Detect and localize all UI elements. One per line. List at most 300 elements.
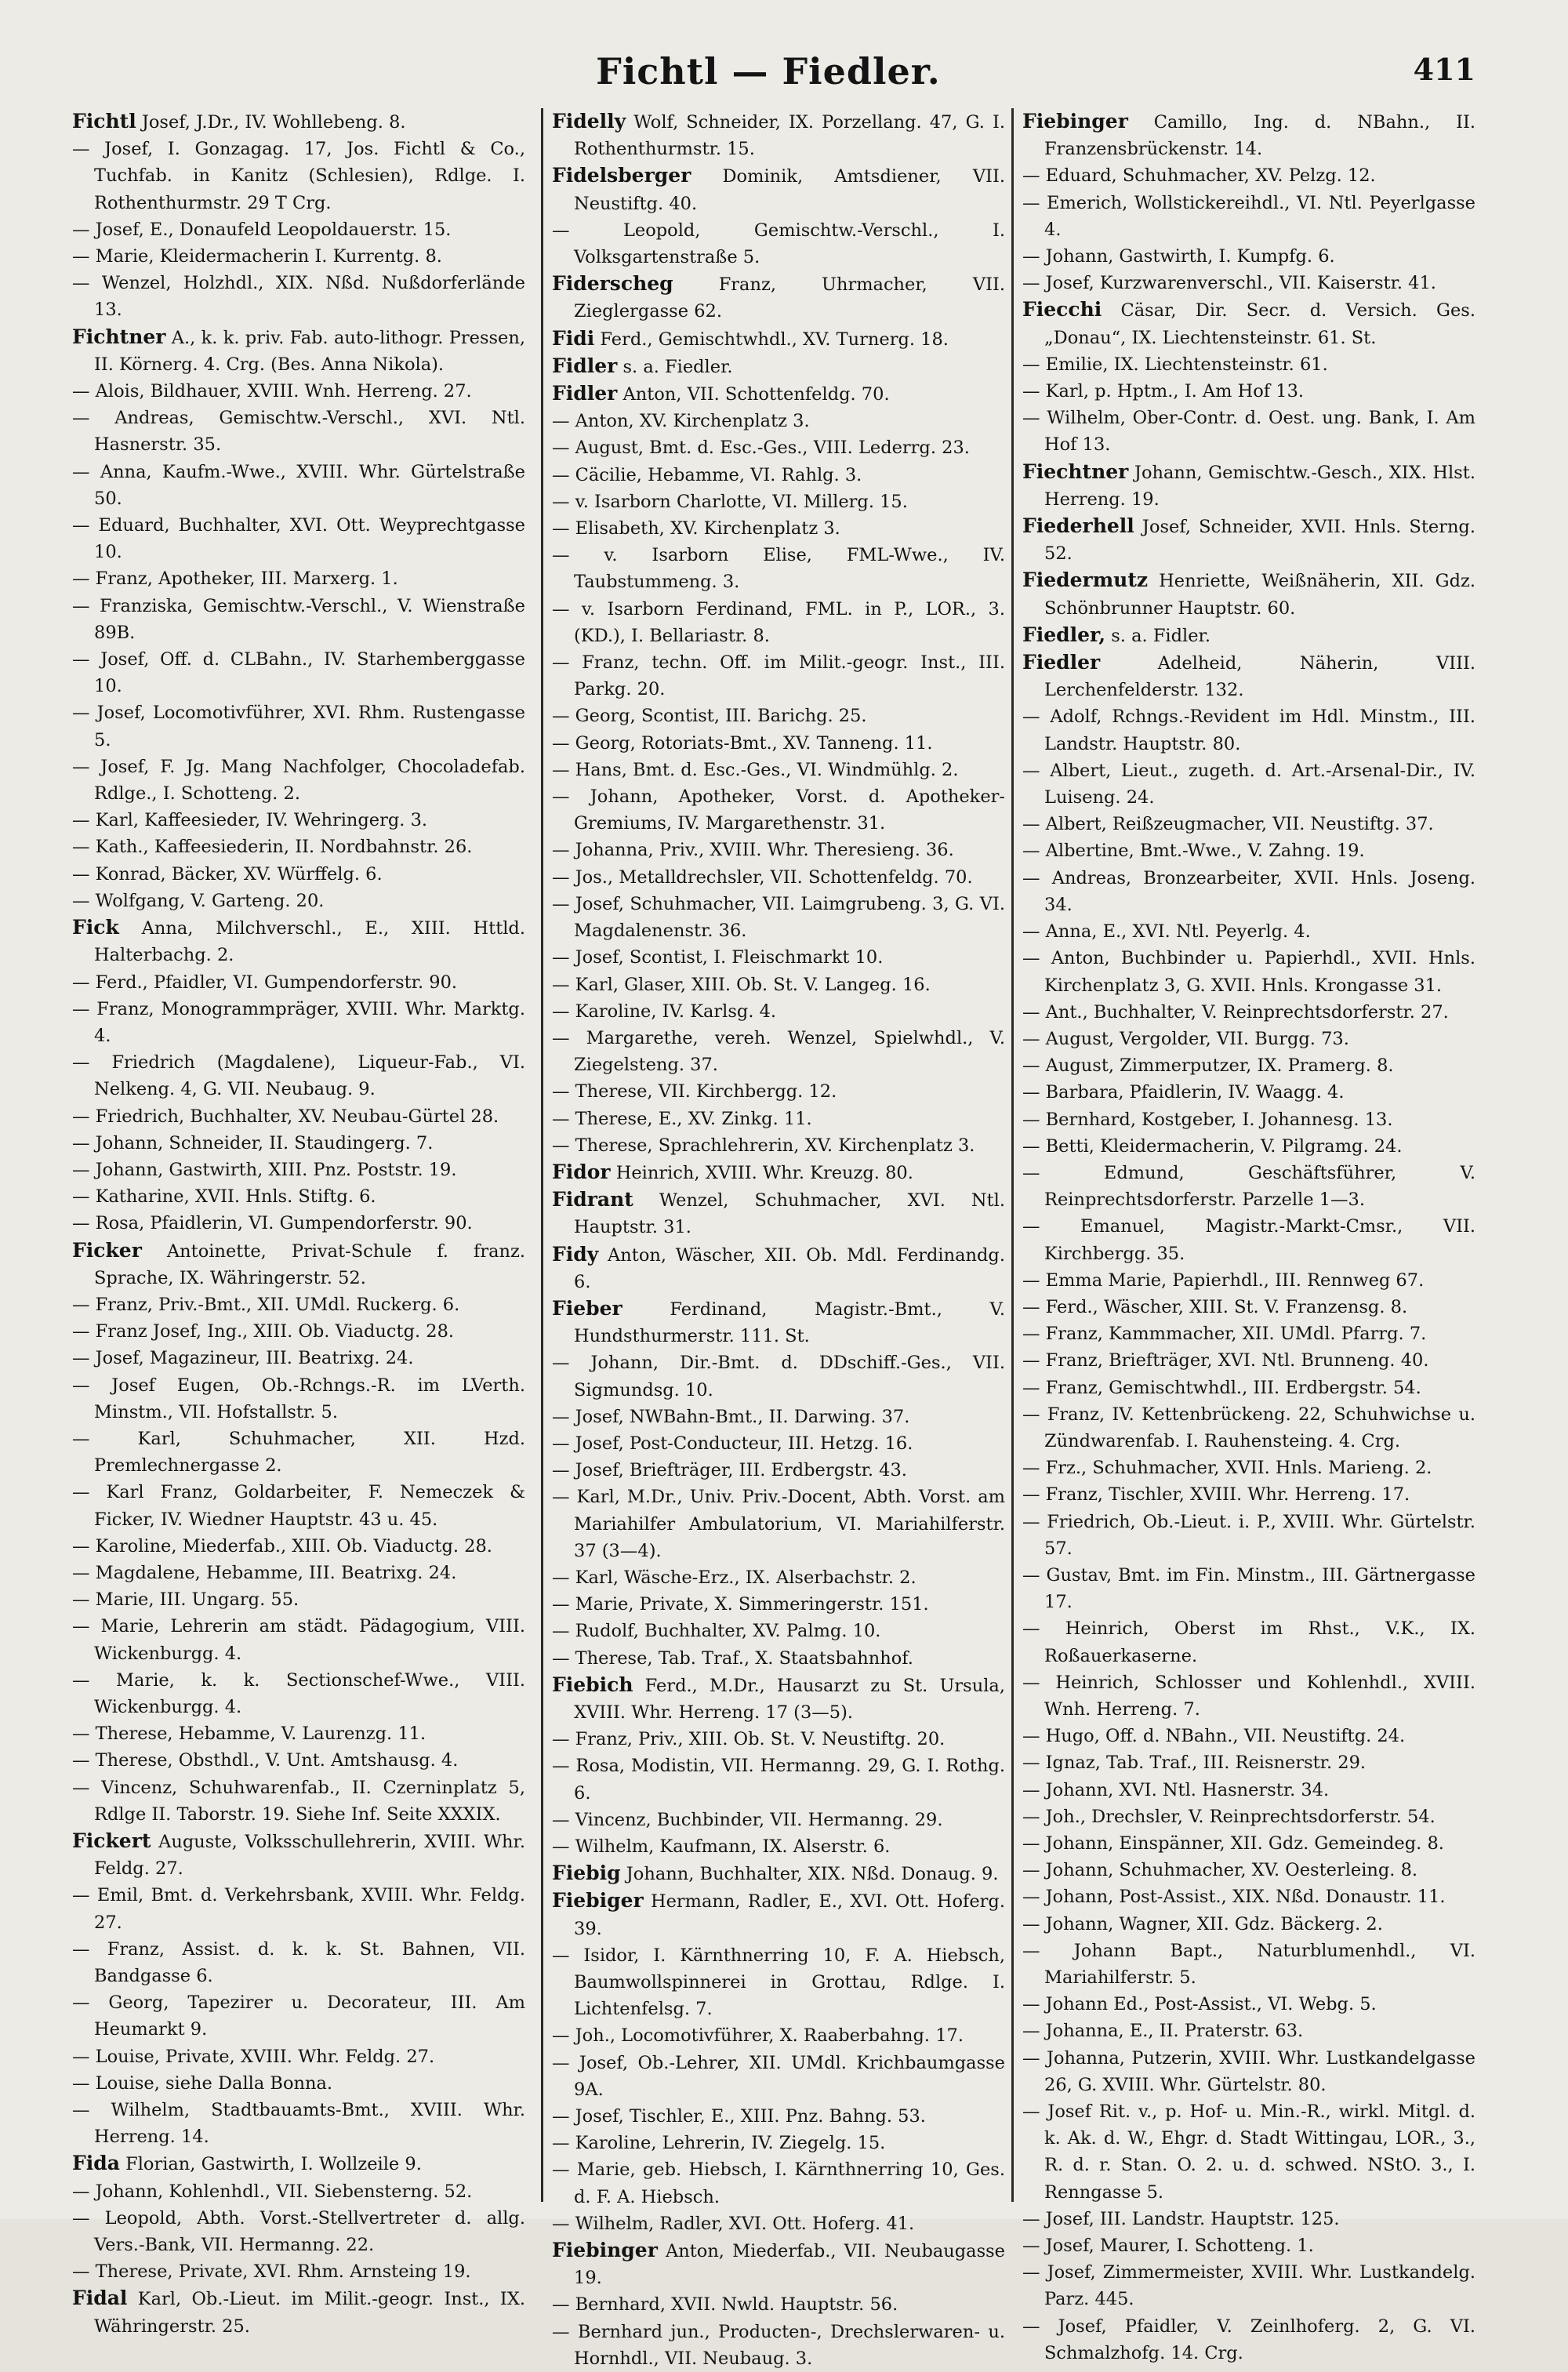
entry-text: — Leopold, Gemischtw.-Verschl., I. Volksgartenstraße 5.: [552, 220, 1005, 268]
entry-text: — Ignaz, Tab. Traf., III. Reisnerstr. 29.: [1022, 1753, 1367, 1774]
entry-text: — Wilhelm, Ober-Contr. d. Oest. ung. Bank, I. Am Hof 13.: [1022, 408, 1475, 456]
directory-entry: [72, 243, 525, 270]
entry-text: — Josef, Zimmermeister, XVIII. Whr. Lustkandelg. Parz. 445.: [1022, 2262, 1475, 2310]
surname-heading: Fiebiger: [552, 1889, 644, 1912]
entry-text: — Wilhelm, Radler, XVI. Ott. Hoferg. 41.: [552, 2213, 915, 2234]
directory-entry: [72, 2150, 525, 2178]
entry-text: — Johann Ed., Post-Assist., VI. Webg. 5.: [1022, 1994, 1377, 2015]
entry-text: — Josef, Locomotivführer, XVI. Rhm. Rustengasse 5.: [72, 703, 525, 750]
entry-text: — Josef, NWBahn-Bmt., II. Darwing. 37.: [552, 1406, 910, 1427]
directory-entry: [552, 1860, 1005, 1887]
directory-entry: [72, 1586, 525, 1613]
directory-entry: [1022, 1857, 1475, 1883]
directory-entry: [72, 1720, 525, 1747]
directory-entry: [552, 2050, 1005, 2103]
entry-text: — Franz, Priv.-Bmt., XII. UMdl. Ruckerg. 6.: [72, 1294, 460, 1315]
entry-text: — Louise, Private, XVIII. Whr. Feldg. 27.: [72, 2046, 435, 2067]
surname-heading: Fichtner: [72, 325, 166, 348]
entry-text: — Rosa, Pfaidlerin, VI. Gumpendorferstr. 90.: [72, 1213, 473, 1234]
directory-entry: [72, 136, 525, 216]
directory-entry: [552, 1106, 1005, 1132]
entry-text: Josef, J.Dr., IV. Wohllebeng. 8.: [136, 112, 406, 133]
directory-entry: [72, 1210, 525, 1237]
column-left: [72, 108, 525, 2337]
directory-entry: [1022, 270, 1475, 296]
entry-text: — Ferd., Pfaidler, VI. Gumpendorferstr. 90.: [72, 972, 458, 993]
entry-text: — Albert, Reißzeugmacher, VII. Neustiftg. 37.: [1022, 814, 1434, 835]
entry-text: — Johann, Schneider, II. Staudingerg. 7.: [72, 1132, 434, 1153]
directory-entry: [552, 380, 1005, 408]
entry-text: — Therese, Hebamme, V. Laurenzg. 11.: [72, 1724, 426, 1745]
entry-text: — Josef, F. Jg. Mang Nachfolger, Chocoladefab. Rdlge., I. Schotteng. 2.: [72, 756, 525, 805]
surname-heading: Fiederhell: [1022, 514, 1134, 538]
entry-text: — Emil, Bmt. d. Verkehrsbank, XVIII. Whr. Feldg. 27.: [72, 1885, 525, 1933]
entry-text: — Karl, Glaser, XIII. Ob. St. V. Langeg. 16.: [552, 974, 931, 995]
directory-entry: [552, 757, 1005, 783]
surname-heading: Fiebig: [552, 1862, 621, 1885]
entry-text: — Rosa, Modistin, VII. Hermanng. 29, G. I. Rothg. 6.: [552, 1756, 1005, 1804]
entry-text: — Franz, Priv., XIII. Ob. St. V. Neustiftg. 20.: [552, 1729, 946, 1750]
directory-entry: [552, 596, 1005, 649]
entry-text: — Johanna, Priv., XVIII. Whr. Theresieng. 36.: [552, 840, 954, 861]
entry-text: — v. Isarborn Elise, FML-Wwe., IV. Taubstummeng. 3.: [552, 545, 1005, 593]
directory-entry: [1022, 1777, 1475, 1804]
entry-text: — Katharine, XVII. Hnls. Stiftg. 6.: [72, 1186, 376, 1208]
directory-entry: [552, 2319, 1005, 2372]
directory-entry: [552, 1726, 1005, 1753]
surname-heading: Fiedler,: [1022, 623, 1106, 646]
entry-text: — Marie, geb. Hiebsch, I. Kärnthnerring 10, Ges. d. F. A. Hiebsch.: [552, 2160, 1005, 2207]
surname-heading: Fiecchi: [1022, 298, 1102, 321]
entry-text: — Josef, Scontist, I. Fleischmarkt 10.: [552, 947, 884, 968]
entry-text: Ferdinand, Magistr.-Bmt., V. Hundsthurmerstr. 111. St.: [574, 1299, 1005, 1347]
entry-text: — Johann, Gastwirth, I. Kumpfg. 6.: [1022, 246, 1335, 267]
entry-text: — Franz, Kammmacher, XII. UMdl. Pfarrg. 7.: [1022, 1324, 1427, 1345]
directory-entry: [72, 216, 525, 243]
page-header: [0, 49, 1568, 104]
entry-text: — Karoline, Lehrerin, IV. Ziegelg. 15.: [552, 2133, 886, 2154]
entry-text: Anton, Miederfab., VII. Neubaugasse 19.: [574, 2241, 1005, 2289]
directory-entry: [72, 754, 525, 807]
entry-text: — Georg, Rotoriats-Bmt., XV. Tanneng. 11.: [552, 732, 933, 754]
directory-entry: [72, 834, 525, 860]
surname-heading: Fick: [72, 916, 119, 939]
surname-heading: Fidi: [552, 326, 595, 350]
entry-text: — Josef, Briefträger, III. Erdbergstr. 43.: [552, 1460, 907, 1481]
directory-entry: [1022, 1991, 1475, 2018]
surname-heading: Fidy: [552, 1242, 599, 1266]
directory-entry: [1022, 2206, 1475, 2232]
directory-entry: [552, 1887, 1005, 1942]
entry-text: — Frz., Schuhmacher, XVII. Hnls. Marieng. 2.: [1022, 1458, 1432, 1479]
directory-entry: [552, 108, 1005, 162]
directory-entry: [1022, 1830, 1475, 1857]
entry-text: — Karl, M.Dr., Univ. Priv.-Docent, Abth. Vorst. am Mariahilfer Ambulatorium, VI. Mariahilferstr. 37 (3—4).: [552, 1487, 1005, 1561]
directory-entry: [72, 646, 525, 699]
directory-entry: [552, 2156, 1005, 2210]
directory-entry: [72, 565, 525, 592]
directory-entry: [72, 1560, 525, 1586]
directory-entry: [72, 378, 525, 405]
entry-text: — Anton, XV. Kirchenplatz 3.: [552, 411, 810, 432]
directory-entry: [1022, 2045, 1475, 2098]
entry-text: — Johann, XVI. Ntl. Hasnerstr. 34.: [1022, 1779, 1330, 1800]
directory-entry: [72, 1936, 525, 1989]
entry-text: — Gustav, Bmt. im Fin. Minstm., III. Gärtnergasse 17.: [1022, 1564, 1475, 1613]
directory-entry: [72, 699, 525, 753]
entry-text: — Anna, E., XVI. Ntl. Peyerlg. 4.: [1022, 921, 1311, 943]
surname-heading: Fida: [72, 2152, 120, 2175]
entry-text: — Eduard, Schuhmacher, XV. Pelzg. 12.: [1022, 165, 1376, 187]
directory-entry: [72, 1426, 525, 1479]
entry-text: — Margarethe, vereh. Wenzel, Spielwhdl., V. Ziegelsteng. 37.: [552, 1027, 1005, 1076]
entry-text: — Johann, Einspänner, XII. Gdz. Gemeindeg. 8.: [1022, 1833, 1444, 1854]
entry-text: — August, Bmt. d. Esc.-Ges., VIII. Lederrg. 23.: [552, 438, 970, 459]
entry-text: — Anna, Kaufm.-Wwe., XVIII. Whr. Gürtelstraße 50.: [72, 461, 525, 509]
entry-text: — Marie, III. Ungarg. 55.: [72, 1589, 299, 1611]
directory-entry: [72, 888, 525, 914]
entry-text: — Therese, Tab. Traf., X. Staatsbahnhof.: [552, 1647, 913, 1669]
entry-text: — Heinrich, Oberst im Rhst., V.K., IX. Roßauerkaserne.: [1022, 1618, 1475, 1666]
directory-entry: [1022, 837, 1475, 864]
entry-text: — Friedrich, Ob.-Lieut. i. P., XVIII. Whr. Gürtelstr. 57.: [1022, 1511, 1475, 1559]
entry-text: — Ferd., Wäscher, XIII. St. V. Franzensg. 8.: [1022, 1296, 1408, 1317]
entry-text: — Hans, Bmt. d. Esc.-Ges., VI. Windmühlg. 2.: [552, 759, 959, 780]
surname-heading: Fidler: [552, 382, 618, 405]
directory-entry: [552, 1807, 1005, 1833]
directory-entry: [72, 807, 525, 834]
entry-text: — Bernhard jun., Producten-, Drechslerwaren- u. Hornhdl., VII. Neubaug. 3.: [552, 2321, 1005, 2369]
directory-entry: [552, 864, 1005, 891]
entry-text: Antoinette, Privat-Schule f. franz. Sprache, IX. Währingerstr. 52.: [94, 1240, 525, 1288]
entry-text: — Johann, Post-Assist., XIX. Nßd. Donaustr. 11.: [1022, 1887, 1446, 1908]
entry-text: — Rudolf, Buchhalter, XV. Palmg. 10.: [552, 1621, 881, 1642]
entry-text: — Franz, techn. Off. im Milit.-geogr. Inst., III. Parkg. 20.: [552, 652, 1005, 700]
directory-entry: [1022, 405, 1475, 458]
directory-entry: [552, 2130, 1005, 2156]
directory-entry: [72, 1989, 525, 2043]
directory-entry: [552, 1025, 1005, 1078]
entry-text: — Josef Rit. v., p. Hof- u. Min.-R., wirkl. Mitgl. d. k. Ak. d. W., Ehgr. d. Stadt Wittingau, LOR., 3., R. d. r. Stan. O. 2. u. d. schwed. NStO. 3., I. Renngasse 5.: [1022, 2101, 1475, 2203]
entry-text: — Karl, Schuhmacher, XII. Hzd. Premlechnergasse 2.: [72, 1428, 525, 1477]
entry-text: — v. Isarborn Charlotte, VI. Millerg. 15.: [552, 491, 908, 512]
directory-entry: [72, 1157, 525, 1183]
entry-text: — Barbara, Pfaidlerin, IV. Waagg. 4.: [1022, 1082, 1345, 1103]
directory-entry: [1022, 108, 1475, 162]
entry-text: Anna, Milchverschl., E., XIII. Httld. Halterbachg. 2.: [94, 918, 525, 966]
entry-text: — Ant., Buchhalter, V. Reinprechtsdorferstr. 27.: [1022, 1001, 1449, 1023]
entry-text: — Franz, Apotheker, III. Marxerg. 1.: [72, 568, 398, 590]
directory-entry: [552, 408, 1005, 434]
entry-text: — Therese, Obsthdl., V. Unt. Amtshausg. 4.: [72, 1750, 459, 1771]
directory-entry: [1022, 378, 1475, 405]
directory-entry: [552, 271, 1005, 325]
entry-text: — Franz, Monogrammpräger, XVIII. Whr. Marktg. 4.: [72, 998, 525, 1046]
entry-text: — Hugo, Off. d. NBahn., VII. Neustiftg. 24.: [1022, 1726, 1406, 1747]
entry-text: Hermann, Radler, E., XVI. Ott. Hoferg. 39.: [574, 1891, 1005, 1939]
directory-entry: [1022, 1509, 1475, 1562]
directory-entry: [552, 489, 1005, 515]
entry-text: — Johann Bapt., Naturblumenhdl., VI. Mariahilferstr. 5.: [1022, 1940, 1475, 1989]
entry-text: — Johann, Kohlenhdl., VII. Siebensterng. 52.: [72, 2181, 473, 2202]
directory-entry: [552, 2210, 1005, 2237]
entry-text: — Marie, k. k. Sectionschef-Wwe., VIII. Wickenburgg. 4.: [72, 1669, 525, 1717]
directory-entry: [552, 1564, 1005, 1591]
entry-text: — Josef, I. Gonzagag. 17, Jos. Fichtl & Co., Tuchfab. in Kanitz (Schlesien), Rdlge. I. Rothenthurmstr. 29 T Crg.: [72, 139, 525, 213]
entry-text: — Anton, Buchbinder u. Papierhdl., XVII. Hnls. Kirchenplatz 3, G. XVII. Hnls. Krongasse 31.: [1022, 948, 1475, 996]
directory-entry: [1022, 162, 1475, 189]
directory-entry: [72, 1828, 525, 1882]
entry-text: Dominik, Amtsdiener, VII. Neustiftg. 40.: [574, 166, 1005, 214]
directory-entry: [1022, 2232, 1475, 2259]
directory-entry: [1022, 351, 1475, 378]
directory-entry: [72, 2258, 525, 2285]
directory-entry: [552, 1404, 1005, 1430]
directory-entry: [1022, 1669, 1475, 1723]
surname-heading: Fiedermutz: [1022, 568, 1149, 592]
directory-entry: [1022, 1749, 1475, 1776]
entry-text: — Elisabeth, XV. Kirchenplatz 3.: [552, 518, 840, 539]
entry-text: — Therese, Private, XVI. Rhm. Arnsteing 19.: [72, 2261, 471, 2283]
surname-heading: Fidrant: [552, 1188, 633, 1211]
directory-entry: [1022, 1883, 1475, 1910]
directory-entry: [1022, 999, 1475, 1026]
entry-text: — Marie, Private, X. Simmeringerstr. 151.: [552, 1594, 929, 1615]
directory-entry: [1022, 1615, 1475, 1669]
entry-text: — Friedrich, Buchhalter, XV. Neubau-Gürtel 28.: [72, 1106, 499, 1127]
directory-entry: [1022, 1106, 1475, 1133]
entry-text: — Vincenz, Schuhwarenfab., II. Czerninplatz 5, Rdlge II. Taborstr. 19. Siehe Inf. Seite XXXIX.: [72, 1777, 525, 1825]
directory-entry: [552, 1672, 1005, 1726]
entry-text: Johann, Buchhalter, XIX. Nßd. Donaug. 9.: [620, 1864, 999, 1885]
entry-text: — Johann, Dir.-Bmt. d. DDschiff.-Ges., VII. Sigmundsg. 10.: [552, 1353, 1005, 1400]
directory-entry: [1022, 1804, 1475, 1830]
entry-text: — Josef, Tischler, E., XIII. Pnz. Bahng. 53.: [552, 2106, 926, 2127]
directory-entry: [1022, 1938, 1475, 1991]
directory-entry: [1022, 811, 1475, 837]
entry-text: — Cäcilie, Hebamme, VI. Rahlg. 3.: [552, 464, 862, 485]
directory-entry: [552, 730, 1005, 757]
directory-entry: [1022, 243, 1475, 270]
directory-entry: [72, 405, 525, 458]
directory-entry: [72, 861, 525, 888]
surname-heading: Ficker: [72, 1238, 142, 1262]
directory-entry: [1022, 296, 1475, 351]
entry-text: — Kath., Kaffeesiederin, II. Nordbahnstr. 26.: [72, 837, 473, 858]
directory-entry: [72, 1667, 525, 1720]
entry-text: — Edmund, Geschäftsführer, V. Reinprechtsdorferstr. Parzelle 1—3.: [1022, 1162, 1475, 1211]
directory-entry: [552, 1942, 1005, 2023]
entry-text: Josef, Schneider, XVII. Hnls. Sterng. 52.: [1044, 517, 1475, 565]
directory-entry: [552, 944, 1005, 971]
entry-text: — Isidor, I. Kärnthnerring 10, F. A. Hiebsch, Baumwollspinnerei in Grottau, Rdlge. I. Lichtenfelsg. 7.: [552, 1945, 1005, 2020]
entry-text: Ferd., M.Dr., Hausarzt zu St. Ursula, XVIII. Whr. Herreng. 17 (3—5).: [574, 1675, 1005, 1723]
entry-text: — Johann, Schuhmacher, XV. Oesterleing. 8.: [1022, 1860, 1418, 1881]
directory-entry: [1022, 945, 1475, 998]
directory-entry: [552, 998, 1005, 1025]
entry-text: — Konrad, Bäcker, XV. Würffelg. 6.: [72, 863, 383, 885]
entry-text: — Therese, Sprachlehrerin, XV. Kirchenplatz 3.: [552, 1135, 975, 1156]
entry-text: — Wilhelm, Kaufmann, IX. Alserstr. 6.: [552, 1836, 891, 1857]
entry-text: — Marie, Lehrerin am städt. Pädagogium, VIII. Wickenburgg. 4.: [72, 1616, 525, 1664]
directory-entry: [552, 462, 1005, 489]
entry-text: — Josef, E., Donaufeld Leopoldauerstr. 15.: [72, 219, 452, 240]
surname-heading: Fiderscheg: [552, 272, 673, 296]
directory-entry: [1022, 622, 1475, 649]
directory-entry: [552, 1618, 1005, 1644]
entry-text: — Josef, Pfaidler, V. Zeinlhoferg. 2, G. VI. Schmalzhofg. 14. Crg.: [1022, 2316, 1475, 2363]
page-number: 411: [1413, 52, 1475, 87]
entry-text: — Karoline, IV. Karlsg. 4.: [552, 1001, 777, 1022]
entry-text: — Karl, Kaffeesieder, IV. Wehringerg. 3.: [72, 810, 428, 831]
entry-text: Adelheid, Näherin, VIII. Lerchenfelderstr. 132.: [1044, 653, 1475, 701]
directory-entry: [1022, 1079, 1475, 1106]
surname-heading: Fidal: [72, 2287, 128, 2310]
entry-text: — Georg, Scontist, III. Barichg. 25.: [552, 706, 867, 727]
entry-text: — Karl, Wäsche-Erz., IX. Alserbachstr. 2.: [552, 1567, 916, 1588]
entry-text: Wenzel, Schuhmacher, XVI. Ntl. Hauptstr. 31.: [574, 1190, 1005, 1238]
directory-entry: [1022, 2313, 1475, 2367]
entry-text: Henriette, Weißnäherin, XII. Gdz. Schönbrunner Hauptstr. 60.: [1044, 571, 1475, 619]
directory-entry: [72, 2285, 525, 2339]
directory-entry: [72, 512, 525, 565]
directory-entry: [552, 1241, 1005, 1295]
directory-entry: [552, 1645, 1005, 1672]
entry-text: — Josef, Off. d. CLBahn., IV. Starhemberggasse 10.: [72, 649, 525, 697]
entry-text: — Johann, Gastwirth, XIII. Pnz. Poststr. 19.: [72, 1159, 457, 1180]
entry-text: — Heinrich, Schlosser und Kohlenhdl., XVIII. Wnh. Herreng. 7.: [1022, 1672, 1475, 1720]
directory-entry: [72, 1479, 525, 1532]
directory-entry: [552, 1591, 1005, 1618]
directory-entry: [1022, 1213, 1475, 1266]
directory-entry: [552, 1833, 1005, 1860]
entry-text: — Emma Marie, Papierhdl., III. Rennweg 67.: [1022, 1270, 1425, 1291]
entry-text: — Louise, siehe Dalla Bonna.: [72, 2072, 333, 2094]
entry-text: — Josef, Magazineur, III. Beatrixg. 24.: [72, 1348, 414, 1369]
directory-entry: [1022, 865, 1475, 918]
entry-text: — Georg, Tapezirer u. Decorateur, III. Am Heumarkt 9.: [72, 1992, 525, 2040]
directory-entry: [552, 353, 1005, 380]
entry-text: — Bernhard, Kostgeber, I. Johannesg. 13.: [1022, 1109, 1393, 1130]
directory-entry: [552, 1186, 1005, 1240]
entry-text: — Johann, Wagner, XII. Gdz. Bäckerg. 2.: [1022, 1913, 1383, 1934]
entry-text: — Bernhard, XVII. Nwld. Hauptstr. 56.: [552, 2294, 898, 2316]
entry-text: Franz, Uhrmacher, VII. Zieglergasse 62.: [574, 274, 1005, 322]
entry-text: Anton, Wäscher, XII. Ob. Mdl. Ferdinandg. 6.: [574, 1244, 1005, 1292]
entry-text: Johann, Gemischtw.-Gesch., XIX. Hlst. Herreng. 19.: [1044, 462, 1475, 510]
surname-heading: Fidor: [552, 1160, 611, 1183]
entry-text: A., k. k. priv. Fab. auto-lithogr. Pressen, II. Körnerg. 4. Crg. (Bes. Anna Nikola).: [94, 327, 525, 375]
directory-entry: [1022, 1160, 1475, 1213]
surname-heading: Fickert: [72, 1829, 151, 1852]
entry-text: — Emilie, IX. Liechtensteinstr. 61.: [1022, 354, 1328, 375]
surname-heading: Fichtl: [72, 110, 136, 133]
directory-entry: [72, 2205, 525, 2258]
column-right: [1022, 108, 1475, 2363]
entry-text: — Albert, Lieut., zugeth. d. Art.-Arsenal-Dir., IV. Luiseng. 24.: [1022, 760, 1475, 808]
directory-entry: [1022, 1723, 1475, 1749]
directory-entry: [552, 325, 1005, 353]
directory-entry: [1022, 1026, 1475, 1052]
directory-entry: [72, 459, 525, 512]
directory-entry: [552, 2022, 1005, 2049]
directory-entry: [72, 2070, 525, 2097]
entry-text: Florian, Gastwirth, I. Wollzeile 9.: [119, 2154, 422, 2175]
directory-entry: [1022, 1562, 1475, 1615]
entry-text: — Wolfgang, V. Garteng. 20.: [72, 890, 325, 911]
entry-text: — Franz, Assist. d. k. k. St. Bahnen, VII. Bandgasse 6.: [72, 1938, 525, 1987]
surname-heading: Fiechtner: [1022, 460, 1129, 483]
directory-entry: [72, 1372, 525, 1426]
directory-entry: [1022, 757, 1475, 811]
directory-entry: [552, 1159, 1005, 1186]
entry-text: — Josef, Post-Conducteur, III. Hetzg. 16.: [552, 1433, 913, 1454]
entry-text: — Jos., Metalldrechsler, VII. Schottenfeldg. 70.: [552, 866, 973, 888]
entry-text: Wolf, Schneider, IX. Porzellang. 47, G. I. Rothenthurmstr. 15.: [574, 112, 1005, 160]
entry-text: — Wenzel, Holzhdl., XIX. Nßd. Nußdorferlände 13.: [72, 273, 525, 321]
entry-text: — Friedrich (Magdalene), Liqueur-Fab., VI. Nelkeng. 4, G. VII. Neubaug. 9.: [72, 1052, 525, 1100]
directory-entry: [72, 1345, 525, 1371]
directory-entry: [1022, 1401, 1475, 1455]
entry-text: s. a. Fiedler.: [617, 356, 733, 377]
directory-entry: [552, 1484, 1005, 1564]
directory-entry: [552, 1078, 1005, 1105]
entry-text: — August, Zimmerputzer, IX. Pramerg. 8.: [1022, 1055, 1394, 1077]
directory-entry: [552, 1753, 1005, 1806]
entry-text: — Betti, Kleidermacherin, V. Pilgramg. 24.: [1022, 1135, 1403, 1157]
directory-entry: [552, 217, 1005, 271]
directory-entry: [72, 1237, 525, 1291]
entry-text: — Emanuel, Magistr.-Markt-Cmsr., VII. Kirchbergg. 35.: [1022, 1216, 1475, 1264]
entry-text: — Therese, E., XV. Zinkg. 11.: [552, 1108, 812, 1129]
directory-entry: [1022, 2098, 1475, 2206]
entry-text: — Karl Franz, Goldarbeiter, F. Nemeczek & Ficker, IV. Wiedner Hauptstr. 43 u. 45.: [72, 1482, 525, 1530]
directory-entry: [552, 783, 1005, 837]
entry-text: — Johanna, Putzerin, XVIII. Whr. Lustkandelgasse 26, G. XVIII. Whr. Gürtelstr. 80.: [1022, 2047, 1475, 2095]
entry-text: — Josef, Schuhmacher, VII. Laimgrubeng. 3, G. VI. Magdalenenstr. 36.: [552, 893, 1005, 942]
entry-text: — Joh., Drechsler, V. Reinprechtsdorferstr. 54.: [1022, 1806, 1436, 1827]
entry-text: — Karoline, Miederfab., XIII. Ob. Viaductg. 28.: [72, 1535, 492, 1557]
entry-text: — Vincenz, Buchbinder, VII. Hermanng. 29.: [552, 1809, 943, 1830]
entry-text: — Josef Eugen, Ob.-Rchngs.-R. im LVerth. Minstm., VII. Hofstallstr. 5.: [72, 1375, 525, 1422]
entry-text: — Karl, p. Hptm., I. Am Hof 13.: [1022, 381, 1305, 402]
directory-entry: [72, 1318, 525, 1345]
entry-text: s. a. Fidler.: [1105, 625, 1210, 646]
entry-text: — Josef, III. Landstr. Hauptstr. 125.: [1022, 2208, 1340, 2229]
directory-entry: [552, 891, 1005, 944]
entry-text: — Franz, Gemischtwhdl., III. Erdbergstr. 54.: [1022, 1377, 1421, 1398]
directory-entry: [552, 1132, 1005, 1159]
directory-entry: [72, 1774, 525, 1828]
entry-text: — Wilhelm, Stadtbauamts-Bmt., XVIII. Whr. Herreng. 14.: [72, 2100, 525, 2148]
entry-text: Camillo, Ing. d. NBahn., II. Franzensbrückenstr. 14.: [1044, 112, 1475, 160]
entry-text: — Andreas, Bronzearbeiter, XVII. Hnls. Joseng. 34.: [1022, 867, 1475, 915]
column-rule: [1011, 108, 1014, 2202]
directory-entry: [72, 2043, 525, 2070]
directory-entry: [552, 972, 1005, 998]
directory-entry: [552, 2291, 1005, 2318]
directory-entry: [1022, 649, 1475, 703]
surname-heading: Fiebinger: [552, 2239, 658, 2262]
directory-entry: [72, 914, 525, 968]
directory-entry: [1022, 2018, 1475, 2044]
running-head: Fichtl — Fiedler.: [596, 50, 941, 93]
directory-entry: [1022, 1294, 1475, 1320]
entry-text: — Therese, VII. Kirchbergg. 12.: [552, 1081, 837, 1102]
entry-text: Auguste, Volksschullehrerin, XVIII. Whr. Feldg. 27.: [94, 1832, 525, 1880]
directory-entry: [72, 1747, 525, 1774]
entry-text: — Franz Josef, Ing., XIII. Ob. Viaductg. 28.: [72, 1321, 455, 1342]
